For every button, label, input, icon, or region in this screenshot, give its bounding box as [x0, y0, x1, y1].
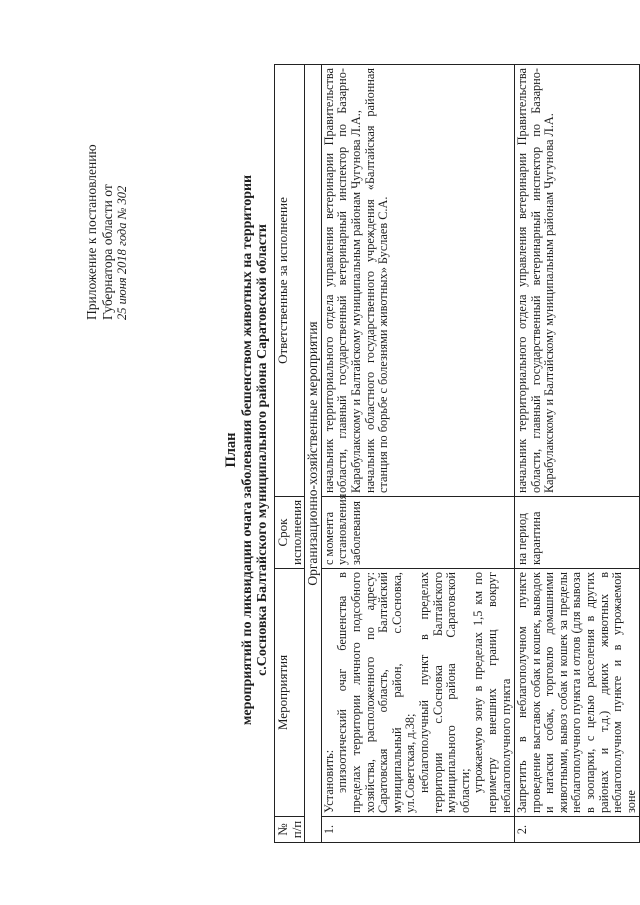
plan-table [274, 64, 640, 843]
document-title [224, 65, 271, 835]
title-line-1: мероприятий по ликвидации очага заболевания бешенством животных на территории [239, 174, 255, 726]
row-measures [321, 569, 514, 817]
appendix-line-1: Приложение к постановлению [84, 144, 99, 320]
measure-line: Установить: [321, 749, 336, 813]
section-title: Организационно-хозяйственные мероприятия [305, 65, 322, 843]
header-term: Срок исполнения [275, 497, 305, 569]
measure-line: неблагополучный пункт в пределах территории с.Сосновка Балтайского муниципального района Саратовской области; [416, 572, 472, 813]
row-responsible [515, 65, 640, 497]
table-header-row [275, 65, 305, 843]
section-row [305, 65, 322, 843]
row-number: 2. [515, 817, 640, 843]
measure-line: Запретить в неблагополучном пункте проведение выставок собак и кошек, выводок и натаски собак, торговлю домашними животными, вывоз собак и кошек за пределы неблагополучного пункта и отлов (для вывоза в зоопарки, с целью расселения в других районах и т.д.) диких животных в неблагополучном пункте и в угрожаемой зоне [515, 572, 638, 813]
header-measures: Мероприятия [275, 569, 305, 817]
responsible-line: начальник областного государственного учреждения «Балтайская районная станция по борьбе с болезнями животных» Буслаев С.А. [362, 68, 391, 493]
responsible-line: начальник территориального отдела управления ветеринарии Правительства области, главный государственный ветеринарный инспектор по Базарно-Карабулакскому и Балтайскому муниципальным районам Чугунова Л.А., [321, 68, 363, 493]
row-term: с момента установления заболевания [321, 497, 514, 569]
table-row [321, 65, 514, 843]
measure-line: угрожаемую зону в пределах 1,5 км по периметру внешних границ вокруг неблагополучного пункта [471, 572, 513, 813]
table-row [515, 65, 640, 843]
header-responsible: Ответственные за исполнение [275, 65, 305, 497]
row-responsible [321, 65, 514, 497]
row-number: 1. [321, 817, 514, 843]
responsible-line: начальник территориального отдела управления ветеринарии Правительства области, главный государственный ветеринарный инспектор по Базарно-Карабулакскому и Балтайскому муниципальным районам Чугунова Л.А. [515, 68, 557, 493]
measure-line: эпизоотический очаг бешенства в пределах территории личного подсобного хозяйства, расположенного по адресу: Саратовская область, Балтайский муниципальный район, с.Сосновка, ул.Советская, д.38; [335, 572, 418, 813]
header-num: № п/п [275, 817, 305, 843]
appendix-line-3: 25 июня 2018 года № 302 [115, 185, 129, 320]
title-line-2: с.Сосновка Балтайского муниципального района Саратовской области [255, 224, 270, 676]
appendix-line-2: Губернатора области от [99, 184, 115, 320]
row-term: на период карантина [515, 497, 640, 569]
appendix-note [84, 144, 131, 320]
title-main: План [223, 432, 239, 468]
row-measures [515, 569, 640, 817]
